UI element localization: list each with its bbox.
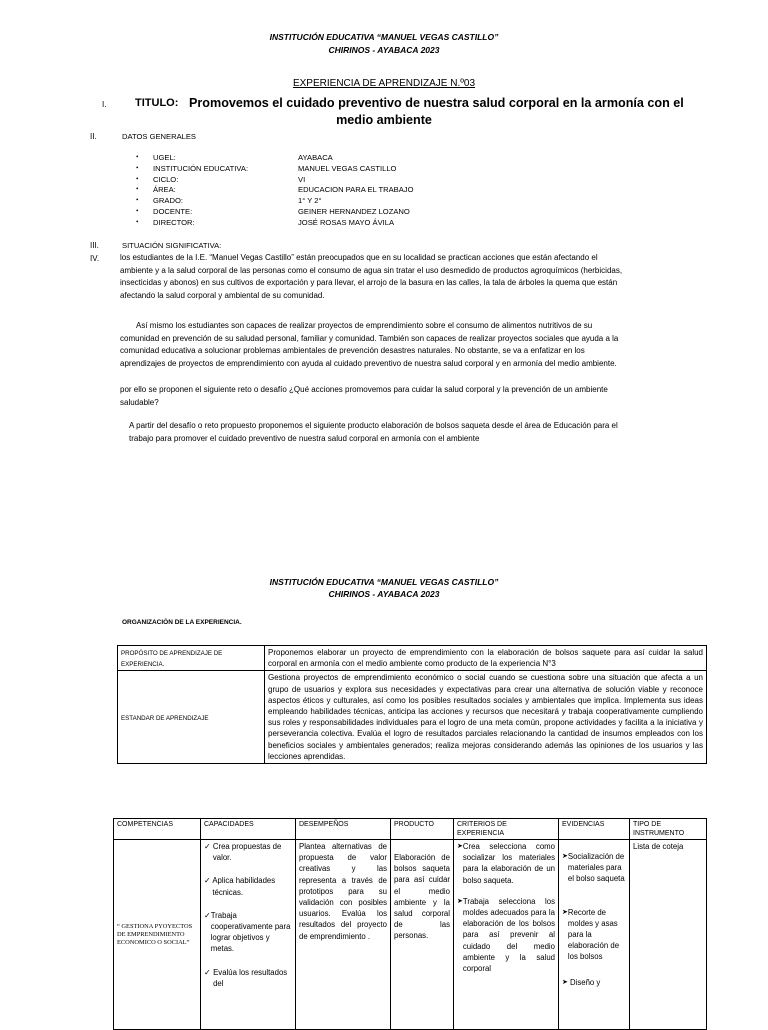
section-iv-numeral: IV. <box>90 254 100 263</box>
institution-header-2: INSTITUCIÓN EDUCATIVA “MANUEL VEGAS CASTILLO” <box>269 577 499 587</box>
situacion-label: SITUACIÓN SIGNIFICATIVA: <box>122 241 222 250</box>
check-icon: ✓ <box>204 967 211 977</box>
paragraph-situation: los estudiantes de la I.E. “Manuel Vegas Castillo” están preocupados que en su localidad se practican acciones que están afectando el ambiente y a la salud corporal de las personas como el consumo de agua sin tratar el uso desmedido de productos agroquímicos (herbicidas, insecticidas y abonos) en sus cultivos de exportación y para llevar, el arrojo de la basura en las calles, la tala de árboles la quema que están afectando la salud corporal y ambiental de su comunidad. <box>120 253 623 300</box>
header-capacidades: CAPACIDADES <box>201 819 296 840</box>
location-header-2: CHIRINOS - AYABACA 2023 <box>328 589 440 599</box>
arrow-right-icon: ➤ <box>562 853 568 860</box>
header-producto: PRODUCTO <box>391 819 454 840</box>
table-header-row <box>114 819 707 840</box>
check-icon: ✓ <box>204 910 211 920</box>
general-data-item: • GRADO: 1° Y 2° <box>136 196 322 206</box>
arrow-right-icon: ➤ <box>457 897 463 905</box>
title-line-2: medio ambiente <box>336 113 432 127</box>
datos-generales-label: DATOS GENERALES <box>122 132 196 141</box>
institution-header: INSTITUCIÓN EDUCATIVA “MANUEL VEGAS CASTILLO” <box>269 32 499 42</box>
header-desempenos: DESEMPEÑOS <box>296 819 391 840</box>
competencies-table <box>113 818 707 1030</box>
evidencias-cell: ➤ Socialización de materiales para el bolso saqueta ➤ Recorte de moldes y asas para la elaboración de los bolsos ➤ Diseño y <box>559 840 630 1030</box>
experience-table <box>117 645 707 764</box>
table-row <box>118 671 707 764</box>
general-data-list <box>136 153 556 229</box>
title-label: TITULO: <box>135 97 179 109</box>
arrow-right-icon: ➤ <box>457 843 463 850</box>
title-line-1: Promovemos el cuidado preventivo de nuestra salud corporal en la armonía con el <box>189 96 684 110</box>
table-row <box>114 840 707 1030</box>
check-icon: ✓ <box>204 842 211 851</box>
header-criterios: CRITERIOS DE EXPERIENCIA <box>454 819 559 840</box>
section-ii-numeral: II. <box>90 132 97 141</box>
header-instrumento: TIPO DE INSTRUMENTO <box>630 819 707 840</box>
standard-text: Gestiona proyectos de emprendimiento económico o social cuando se cuestiona sobre una situación que afecta a un grupo de usuarios y explora sus necesidades y expectativas para crear una alternativa de solución viable y reconoce aspectos éticos y culturales, así como los posibles resultados sociales y ambientales que implica. Implementa sus ideas empleando habilidades técnicas, anticipa las acciones y recursos que necesitará y trabaja cooperativamente cumpliendo sus roles y responsabilidades individuales para el logro de una meta común, propone actividades y facilita a la iniciativa y perseverancia colectiva. Evalúa el logro de resultados parciales relacionando la cantidad de insumos empleados con los beneficios sociales y ambientales generados; realiza mejoras considerando además las opiniones de los usuarios y las lecciones aprendidas. <box>265 671 707 764</box>
general-data-item: • UGEL: AYABACA <box>136 153 333 162</box>
instrumento-cell: Lista de coteja <box>630 840 707 1030</box>
competencia-cell: “ GESTIONA PYOYECTOS DE EMPRENDIMIENTO ECONOMICO O SOCIAL” <box>114 840 201 1030</box>
purpose-label: PROPÓSITO DE APRENDIZAJE DE EXPERIENCIA. <box>121 650 223 669</box>
criterios-cell: ➤ Crea selecciona como socializar los materiales para la elaboración de un bolso saqueta. ➤ Trabaja selecciona los moldes adecuados para la elaboración de los bolsos para así prevenir al cuidado del medio ambiente y la salud corporal <box>454 840 559 1030</box>
experience-title: EXPERIENCIA DE APRENDIZAJE N.º03 <box>292 78 476 89</box>
general-data-item: • DIRECTOR: JOSÉ ROSAS MAYO ÁVILA <box>136 217 395 227</box>
arrow-right-icon: ➤ <box>562 978 568 986</box>
table-row <box>118 646 707 671</box>
general-data-item: • CICLO: VI <box>136 174 306 184</box>
purpose-text: Proponemos elaborar un proyecto de emprendimiento con la elaboración de bolsos saquete para así cuidar la salud corporal en armonía con el medio ambiente como producto de la experiencia N°3 <box>265 646 707 671</box>
arrow-right-icon: ➤ <box>562 908 568 916</box>
standard-label: ESTANDAR DE APRENDIZAJE <box>121 714 209 722</box>
desempenos-cell: Plantea alternativas de propuesta de valor creativas y las representa a través de prototipos para su validación con posibles usuarios. Evalúa los resultados del proyecto de emprendimiento . <box>296 840 391 1030</box>
general-data-item: • INSTITUCIÓN EDUCATIVA: MANUEL VEGAS CASTILLO <box>136 163 397 173</box>
section-iii-numeral: III. <box>90 241 99 250</box>
paragraph-capabilities: Así mismo los estudiantes son capaces de realizar proyectos de emprendimiento sobre el consumo de alimentos nutritivos de su comunidad en prevención de su saludad personal, familiar y comunidad. También son capaces de realizar proyectos sociales que ayuda a la comunidad educativa a solucionar problemas ambientales de prevención desastres naturales. No obstante, se va a enfatizar en los aprendizajes de proyectos de emprendimiento con ayuda al cuidado preventivo de nuestra salud corporal y en armonía del medio ambiente. <box>120 321 619 368</box>
organization-label: ORGANIZACIÓN DE LA EXPERIENCIA. <box>122 619 242 626</box>
general-data-item: • ÁREA: EDUCACION PARA EL TRABAJO <box>136 185 414 195</box>
section-i-numeral: I. <box>102 100 107 109</box>
paragraph-challenge: por ello se proponen el siguiente reto o desafío ¿Qué acciones promovemos para cuidar la salud corporal y la prevención de un ambiente saludable? <box>120 385 608 407</box>
location-header: CHIRINOS - AYABACA 2023 <box>328 45 440 55</box>
header-evidencias: EVIDENCIAS <box>559 819 630 840</box>
paragraph-product: A partir del desafío o reto propuesto proponemos el siguiente producto elaboración de bolsos saqueta desde el área de Educación para el trabajo para promover el cuidado preventivo de nuestra salud corporal en armonía con el ambiente <box>129 421 618 443</box>
producto-cell: Elaboración de bolsos saqueta para así cuidar el medio ambiente y la salud corporal de las personas. <box>391 840 454 1030</box>
header-competencias: COMPETENCIAS <box>114 819 201 840</box>
general-data-item: • DOCENTE: GEINER HERNANDEZ LOZANO <box>136 206 410 216</box>
check-icon: ✓ <box>204 876 211 886</box>
capacidades-cell: ✓ Crea propuestas de valor. ✓ Aplica habilidades técnicas. ✓ Trabaja cooperativamente para lograr objetivos y metas. ✓ Evalúa los resultados del <box>201 840 296 1030</box>
